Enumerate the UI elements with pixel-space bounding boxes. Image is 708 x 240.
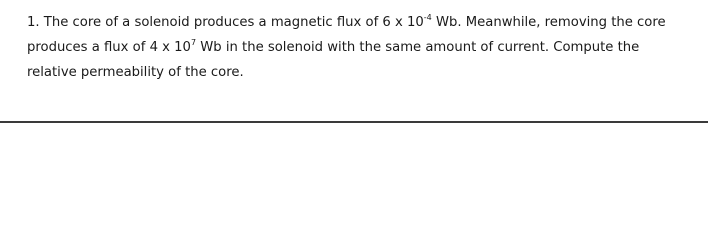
problem-line-2 [27, 35, 699, 60]
exponent: 7 [190, 37, 197, 47]
problem-text-segment: Wb in the solenoid with the same amount of current. Compute the [196, 40, 640, 55]
problem-text-segment: produces a flux of 4 x 10 [27, 40, 191, 55]
problem-text-segment: Wb. Meanwhile, removing the core [431, 15, 666, 30]
problem-text-segment: relative permeability of the core. [27, 65, 244, 80]
problem-text [27, 10, 699, 85]
problem-number: 1. [27, 15, 40, 30]
exponent: -4 [423, 12, 432, 22]
problem-line-1 [27, 10, 699, 35]
problem-text-segment: The core of a solenoid produces a magnetic flux of 6 x 10 [43, 15, 424, 30]
bottom-divider [0, 121, 708, 123]
problem-line-3 [27, 60, 699, 85]
